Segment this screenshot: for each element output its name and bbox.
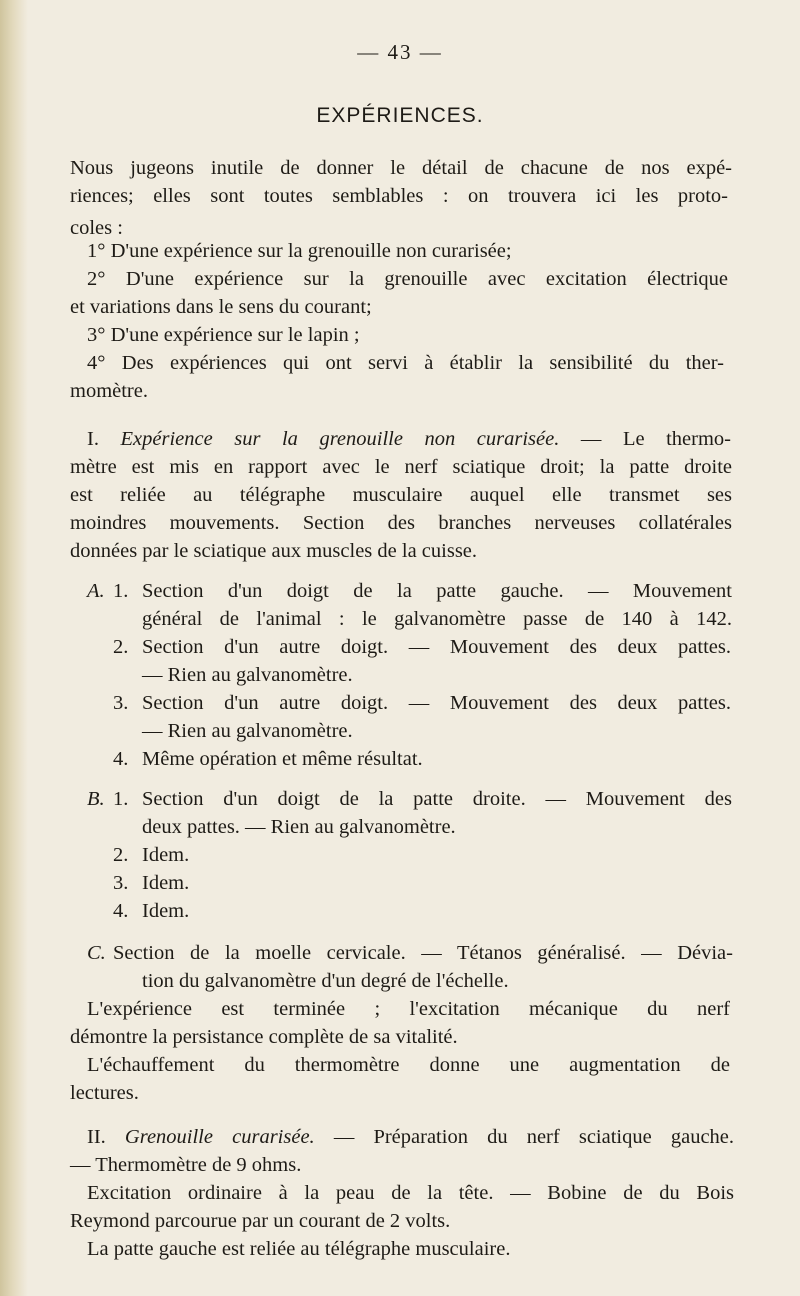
group-b-step-3-num: 3. [113,872,129,894]
intro-item-2b: et variations dans le sens du courant; [70,296,372,318]
group-b-step-1a: Section d'un doigt de la patte droite. — Mouvement des [142,788,732,810]
group-a-label: A. [87,580,105,602]
section-2-heading-line [87,1124,734,1150]
group-a-step-4-num: 4. [113,748,129,770]
group-c-label: C. [87,942,106,964]
section-1-line-5: données par le sciatique aux muscles de la cuisse. [70,540,478,562]
section-title: EXPÉRIENCES. [316,104,484,127]
group-a-step-3a: Section d'un autre doigt. — Mouvement des deux pattes. [142,692,731,714]
section-2-line-5: La patte gauche est reliée au télégraphe musculaire. [87,1238,511,1260]
group-b-step-1b: deux pattes. — Rien au galvanomètre. [142,816,456,838]
group-a-step-1a: Section d'un doigt de la patte gauche. — Mouvement [142,580,732,602]
group-c-line-2: tion du galvanomètre d'un degré de l'échelle. [142,970,509,992]
section-2-line-3: Excitation ordinaire à la peau de la tête. — Bobine de du Bois [87,1182,734,1204]
page-edge-shadow [0,0,28,1296]
group-a-step-3b: — Rien au galvanomètre. [142,720,353,742]
section-1-heading: Expérience sur la grenouille non curarisée. [120,428,560,450]
section-1-numeral: I. [87,428,99,450]
group-b-step-4: Idem. [142,900,190,922]
intro-item-1: 1° D'une expérience sur la grenouille non curarisée; [87,240,512,262]
group-b-step-2: Idem. [142,844,190,866]
page-number: — 43 — [357,40,443,64]
section-2-line-2: — Thermomètre de 9 ohms. [70,1154,302,1176]
intro-item-4b: momètre. [70,380,148,402]
group-b-step-1-num: 1. [113,788,129,810]
conclusion-line-3: L'échauffement du thermomètre donne une augmentation de [87,1054,730,1076]
conclusion-line-4: lectures. [70,1082,139,1104]
group-a-step-1-num: 1. [113,580,129,602]
section-1-line-3: est reliée au télégraphe musculaire auquel elle transmet ses [70,484,732,506]
group-b-step-4-num: 4. [113,900,129,922]
group-b-step-2-num: 2. [113,844,129,866]
group-a-step-3-num: 3. [113,692,129,714]
group-c-line-1: Section de la moelle cervicale. — Tétanos généralisé. — Dévia- [113,942,733,964]
group-b-step-3: Idem. [142,872,190,894]
conclusion-line-2: démontre la persistance complète de sa vitalité. [70,1026,458,1048]
group-b-label: B. [87,788,105,810]
group-a-step-4a: Même opération et même résultat. [142,748,423,770]
group-a-step-2a: Section d'un autre doigt. — Mouvement des deux pattes. [142,636,731,658]
section-1-line-2: mètre est mis en rapport avec le nerf sciatique droit; la patte droite [70,456,732,478]
intro-item-4a: 4° Des expériences qui ont servi à établir la sensibilité du ther- [87,352,724,374]
conclusion-line-1: L'expérience est terminée ; l'excitation mécanique du nerf [87,998,730,1020]
section-2-numeral: II. [87,1126,106,1148]
intro-line-1: Nous jugeons inutile de donner le détail de chacune de nos expé- [70,157,732,179]
group-a-step-2-num: 2. [113,636,129,658]
section-2-line-1-rest: — Préparation du nerf sciatique gauche. [333,1126,735,1148]
section-2-line-4: Reymond parcourue par un courant de 2 volts. [70,1210,451,1232]
section-1-line-4: moindres mouvements. Section des branches nerveuses collatérales [70,512,732,534]
section-1-heading-line [87,426,731,452]
intro-item-3: 3° D'une expérience sur le lapin ; [87,324,360,346]
section-1-line-1-rest: — Le thermo- [580,428,732,450]
intro-line-2: riences; elles sont toutes semblables : on trouvera ici les proto- [70,185,728,207]
group-a-step-1b: général de l'animal : le galvanomètre passe de 140 à 142. [142,608,732,630]
section-2-heading: Grenouille curarisée. [124,1126,315,1148]
group-a-step-2b: — Rien au galvanomètre. [142,664,353,686]
intro-line-3: coles : [70,217,123,239]
intro-item-2a: 2° D'une expérience sur la grenouille avec excitation électrique [87,268,728,290]
